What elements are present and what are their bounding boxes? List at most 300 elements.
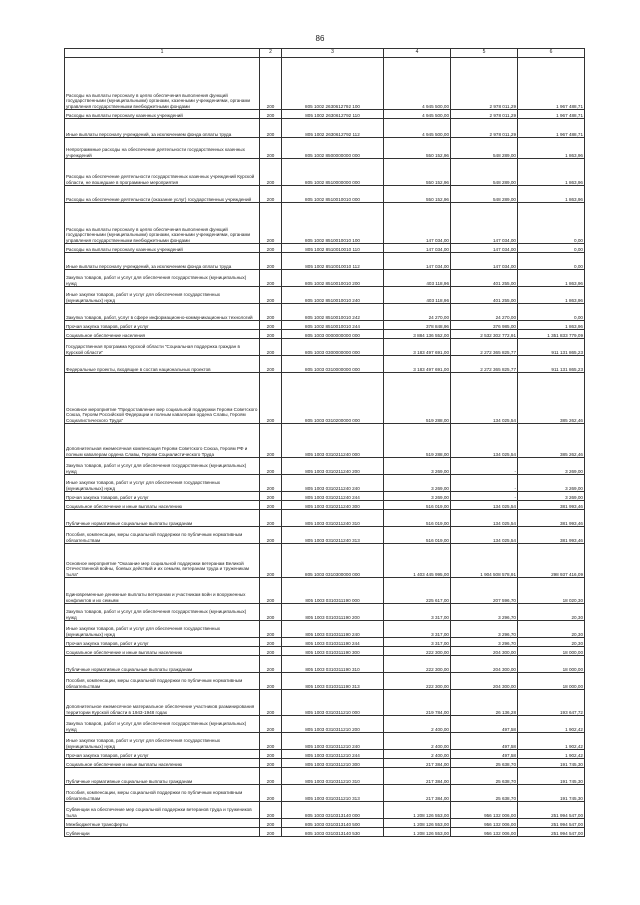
row-executed-amount-cell: 401 255,00 [451,287,518,304]
row-code-line-cell: 200 [260,544,282,578]
row-executed-amount-cell: 548 289,00 [451,186,518,203]
row-approved-amount-cell: 516 019,00 [384,501,451,510]
row-executed-amount-cell: 401 255,00 [451,270,518,287]
row-name-cell: Публичные нормативные социальные выплаты гражданам [65,656,260,673]
table-row [65,768,585,785]
row-approved-amount-cell: 24 270,00 [384,304,451,321]
row-remaining-amount-cell: 0,00 [518,203,585,244]
table-row [65,819,585,828]
row-remaining-amount-cell: 381 993,46 [518,501,585,510]
row-remaining-amount-cell: 911 131 865,23 [518,339,585,356]
table-row [65,802,585,819]
row-name-cell: Прочая закупка товаров, работ и услуг [65,750,260,759]
row-name-cell: Социальное обеспечение и иные выплаты населению [65,759,260,768]
row-remaining-amount-cell: 381 993,46 [518,527,585,544]
row-name-cell: Прочая закупка товаров, работ и услуг [65,321,260,330]
row-executed-amount-cell: 2 978 011,29 [451,58,518,110]
row-approved-amount-cell: 1 208 126 553,00 [384,802,451,819]
table-row [65,492,585,501]
row-approved-amount-cell: 550 152,96 [384,138,451,159]
row-code-line-cell: 200 [260,492,282,501]
row-budget-code-cell: 805 1002 8510010010 240 [282,287,384,304]
row-approved-amount-cell: 4 945 500,00 [384,119,451,138]
row-approved-amount-cell: 403 118,96 [384,270,451,287]
row-name-cell: Иные закупки товаров, работ и услуг для обеспечения государственных (муниципальных) нужд [65,733,260,750]
row-code-line-cell: 200 [260,424,282,458]
row-approved-amount-cell: 519 288,00 [384,424,451,458]
row-code-line-cell: 200 [260,828,282,837]
row-name-cell: Закупка товаров, работ и услуг для обеспечения государственных (муниципальных) нужд [65,716,260,733]
table-row [65,270,585,287]
row-remaining-amount-cell: 381 993,46 [518,510,585,527]
row-remaining-amount-cell: 20,30 [518,638,585,647]
row-budget-code-cell: 805 1003 0310211240 240 [282,475,384,492]
row-budget-code-cell: 805 1002 2630612792 110 [282,110,384,119]
row-approved-amount-cell: 3 183 497 691,00 [384,339,451,356]
row-budget-code-cell: 805 1002 8510010010 242 [282,304,384,321]
row-remaining-amount-cell: 385 262,46 [518,424,585,458]
row-budget-code-cell: 805 1003 0310000000 000 [282,356,384,373]
row-budget-code-cell: 805 1003 0310311210 300 [282,759,384,768]
row-name-cell: Пособия, компенсации, меры социальной поддержки по публичным нормативным обязательствам [65,785,260,802]
row-name-cell: Иные закупки товаров, работ и услуг для обеспечения государственных (муниципальных) нужд [65,621,260,638]
row-name-cell: Социальное обеспечение населения [65,330,260,339]
row-budget-code-cell: 805 1003 0310311190 200 [282,604,384,621]
row-executed-amount-cell: 3 296,70 [451,638,518,647]
row-name-cell: Прочая закупка товаров, работ и услуг [65,492,260,501]
row-budget-code-cell: 805 1003 0310311190 244 [282,638,384,647]
row-remaining-amount-cell: 1 967 488,71 [518,58,585,110]
row-remaining-amount-cell: 191 745,30 [518,785,585,802]
row-remaining-amount-cell: 3 269,00 [518,458,585,475]
row-approved-amount-cell: 2 400,00 [384,750,451,759]
table-row [65,673,585,690]
row-executed-amount-cell: 2 978 011,29 [451,110,518,119]
row-code-line-cell: 200 [260,138,282,159]
row-remaining-amount-cell: 18 000,00 [518,673,585,690]
row-remaining-amount-cell: 191 745,30 [518,768,585,785]
row-remaining-amount-cell: 911 131 865,23 [518,356,585,373]
row-budget-code-cell: 805 1003 0310211240 200 [282,458,384,475]
row-code-line-cell: 200 [260,159,282,186]
table-row [65,475,585,492]
row-approved-amount-cell: 3 317,00 [384,621,451,638]
row-approved-amount-cell: 403 118,96 [384,287,451,304]
row-budget-code-cell: 805 1003 0310211240 310 [282,510,384,527]
row-code-line-cell: 200 [260,119,282,138]
table-row [65,58,585,110]
row-remaining-amount-cell: 1 863,96 [518,287,585,304]
row-name-cell: Дополнительная ежемесячная компенсация Героям Советского Союза, Героям РФ и полным кавалерам ордена Славы, Героям Социалистического Труда [65,424,260,458]
row-name-cell: Межбюджетные трансферты [65,819,260,828]
row-code-line-cell: 200 [260,253,282,270]
row-code-line-cell: 200 [260,647,282,656]
row-code-line-cell: 200 [260,356,282,373]
row-remaining-amount-cell: 18 000,00 [518,656,585,673]
row-code-line-cell: 200 [260,186,282,203]
row-budget-code-cell: 805 1003 0310311210 200 [282,716,384,733]
table-row [65,287,585,304]
row-name-cell: Субвенции на обеспечение мер социальной поддержки ветеранов труда и тружеников тыла [65,802,260,819]
row-name-cell: Расходы на обеспечение деятельности государственных казенных учреждений Курской области, не вошедшие в программные мероприятия [65,159,260,186]
row-executed-amount-cell: 134 025,54 [451,501,518,510]
row-approved-amount-cell: 516 019,00 [384,510,451,527]
row-code-line-cell: 200 [260,750,282,759]
row-executed-amount-cell: 147 034,00 [451,244,518,253]
row-budget-code-cell: 805 1003 0310200000 000 [282,373,384,424]
row-budget-code-cell: 805 1003 0310211240 313 [282,527,384,544]
row-executed-amount-cell: 2 978 011,29 [451,119,518,138]
row-remaining-amount-cell: 385 262,46 [518,373,585,424]
table-row [65,244,585,253]
column-header: 6 [518,49,585,58]
row-budget-code-cell: 805 1003 0000000000 000 [282,330,384,339]
row-budget-code-cell: 805 1003 0310313140 000 [282,802,384,819]
row-budget-code-cell: 805 1002 8510000000 000 [282,159,384,186]
row-budget-code-cell: 805 1003 0310211240 000 [282,424,384,458]
row-approved-amount-cell: 516 019,00 [384,527,451,544]
row-remaining-amount-cell: 251 994 547,00 [518,819,585,828]
table-row [65,330,585,339]
row-approved-amount-cell: 222 300,00 [384,647,451,656]
row-executed-amount-cell: 2 272 365 825,77 [451,356,518,373]
row-budget-code-cell: 805 1002 8500000000 000 [282,138,384,159]
table-row [65,304,585,321]
row-remaining-amount-cell: 18 020,30 [518,578,585,604]
row-executed-amount-cell: 134 025,54 [451,510,518,527]
column-header: 2 [260,49,282,58]
row-approved-amount-cell: 3 269,00 [384,475,451,492]
row-budget-code-cell: 805 1002 8510010010 000 [282,186,384,203]
row-executed-amount-cell: - [451,492,518,501]
row-name-cell: Расходы на выплаты персоналу казенных учреждений [65,110,260,119]
row-executed-amount-cell: - [451,475,518,492]
row-approved-amount-cell: 550 152,96 [384,159,451,186]
row-remaining-amount-cell: 193 647,72 [518,690,585,716]
row-code-line-cell: 200 [260,621,282,638]
row-code-line-cell: 200 [260,656,282,673]
row-remaining-amount-cell: 3 269,00 [518,492,585,501]
table-row [65,759,585,768]
row-budget-code-cell: 805 1003 0310311210 244 [282,750,384,759]
row-code-line-cell: 200 [260,373,282,424]
row-budget-code-cell: 805 1003 0310313140 530 [282,828,384,837]
row-remaining-amount-cell: 1 863,96 [518,159,585,186]
row-code-line-cell: 200 [260,321,282,330]
row-executed-amount-cell: 204 300,00 [451,656,518,673]
row-executed-amount-cell: 204 300,00 [451,647,518,656]
row-name-cell: Государственная программа Курской области "Социальная поддержка граждан в Курской области" [65,339,260,356]
row-approved-amount-cell: 225 617,00 [384,578,451,604]
row-name-cell: Социальное обеспечение и иные выплаты населению [65,501,260,510]
column-header: 3 [282,49,384,58]
row-remaining-amount-cell: 0,00 [518,304,585,321]
row-code-line-cell: 200 [260,304,282,321]
table-row [65,186,585,203]
row-name-cell: Иные выплаты персоналу учреждений, за исключением фонда оплаты труда [65,119,260,138]
header-row [65,49,585,58]
table-row [65,424,585,458]
row-code-line-cell: 200 [260,475,282,492]
table-row [65,110,585,119]
row-remaining-amount-cell: 1 863,96 [518,321,585,330]
row-remaining-amount-cell: 298 937 416,09 [518,544,585,578]
page-number: 86 [315,34,325,43]
row-approved-amount-cell: 3 183 497 691,00 [384,356,451,373]
table-row [65,647,585,656]
row-approved-amount-cell: 1 403 445 995,00 [384,544,451,578]
row-code-line-cell: 200 [260,578,282,604]
row-remaining-amount-cell: 1 863,96 [518,270,585,287]
row-executed-amount-cell: 956 132 006,00 [451,802,518,819]
row-remaining-amount-cell: 20,30 [518,621,585,638]
table-row [65,544,585,578]
row-budget-code-cell: 805 1003 0310311210 240 [282,733,384,750]
row-name-cell: Расходы на обеспечение деятельности (оказание услуг) государственных учреждений [65,186,260,203]
row-approved-amount-cell: 217 384,00 [384,759,451,768]
table-row [65,253,585,270]
row-remaining-amount-cell: 3 269,00 [518,475,585,492]
column-header: 5 [451,49,518,58]
row-approved-amount-cell: 378 848,96 [384,321,451,330]
table-row [65,750,585,759]
row-executed-amount-cell: 548 289,00 [451,159,518,186]
row-approved-amount-cell: 222 300,00 [384,673,451,690]
row-code-line-cell: 200 [260,638,282,647]
row-budget-code-cell: 805 1002 8510010010 200 [282,270,384,287]
row-executed-amount-cell: 956 132 006,00 [451,819,518,828]
row-code-line-cell: 200 [260,510,282,527]
row-remaining-amount-cell: 251 994 547,00 [518,828,585,837]
row-executed-amount-cell: 2 532 302 772,91 [451,330,518,339]
row-budget-code-cell: 805 1003 0310311190 310 [282,656,384,673]
row-name-cell: Расходы на выплаты персоналу в целях обеспечения выполнения функций государственными (муниципальными) органами, казенными учреждениями, органами управления государственными внебюджетными фондами [65,203,260,244]
row-executed-amount-cell: 376 985,00 [451,321,518,330]
row-executed-amount-cell: 25 638,70 [451,759,518,768]
row-name-cell: Иные выплаты персоналу учреждений, за исключением фонда оплаты труда [65,253,260,270]
row-executed-amount-cell: 25 638,70 [451,768,518,785]
row-executed-amount-cell: 134 025,54 [451,373,518,424]
row-code-line-cell: 200 [260,458,282,475]
row-executed-amount-cell: 548 289,00 [451,138,518,159]
row-code-line-cell: 200 [260,716,282,733]
row-code-line-cell: 200 [260,203,282,244]
row-remaining-amount-cell: 1 863,96 [518,186,585,203]
row-remaining-amount-cell: 1 902,42 [518,733,585,750]
row-remaining-amount-cell: 1 351 833 779,09 [518,330,585,339]
row-remaining-amount-cell: 0,00 [518,253,585,270]
row-code-line-cell: 200 [260,819,282,828]
table-row [65,138,585,159]
row-approved-amount-cell: 3 317,00 [384,604,451,621]
row-budget-code-cell: 805 1002 8510010010 112 [282,253,384,270]
row-remaining-amount-cell: 1 902,42 [518,750,585,759]
row-code-line-cell: 200 [260,604,282,621]
table-row [65,501,585,510]
row-code-line-cell: 200 [260,690,282,716]
row-executed-amount-cell: 134 025,54 [451,424,518,458]
row-executed-amount-cell: 147 034,00 [451,253,518,270]
row-executed-amount-cell: 497,58 [451,733,518,750]
row-code-line-cell: 200 [260,785,282,802]
row-name-cell: Непрограммные расходы на обеспечение деятельности государственных казенных учреждений [65,138,260,159]
row-code-line-cell: 200 [260,339,282,356]
row-approved-amount-cell: 1 208 126 553,00 [384,828,451,837]
table-row [65,690,585,716]
row-name-cell: Закупка товаров, работ и услуг для обеспечения государственных (муниципальных) нужд [65,458,260,475]
row-code-line-cell: 200 [260,759,282,768]
column-header: 1 [65,49,260,58]
row-approved-amount-cell: 3 269,00 [384,492,451,501]
row-approved-amount-cell: 3 317,00 [384,638,451,647]
row-approved-amount-cell: 3 269,00 [384,458,451,475]
row-approved-amount-cell: 219 784,00 [384,690,451,716]
row-executed-amount-cell: 134 025,54 [451,527,518,544]
row-name-cell: Пособия, компенсации, меры социальной поддержки по публичным нормативным обязательствам [65,673,260,690]
row-remaining-amount-cell: 1 967 488,71 [518,110,585,119]
row-remaining-amount-cell: 1 902,42 [518,716,585,733]
row-approved-amount-cell: 217 384,00 [384,768,451,785]
row-remaining-amount-cell: 0,00 [518,244,585,253]
row-remaining-amount-cell: 20,30 [518,604,585,621]
row-approved-amount-cell: 147 034,00 [384,253,451,270]
table-row [65,356,585,373]
row-executed-amount-cell: 24 270,00 [451,304,518,321]
row-budget-code-cell: 805 1002 2630612792 112 [282,119,384,138]
table-row [65,638,585,647]
row-code-line-cell: 200 [260,110,282,119]
budget-table [64,48,585,837]
row-budget-code-cell: 805 1003 0300000000 000 [282,339,384,356]
row-code-line-cell: 200 [260,330,282,339]
row-approved-amount-cell: 147 034,00 [384,203,451,244]
row-budget-code-cell: 805 1003 0310311190 300 [282,647,384,656]
row-code-line-cell: 200 [260,244,282,253]
row-executed-amount-cell: 204 300,00 [451,673,518,690]
row-name-cell: Единовременные денежные выплаты ветеранам и участникам войн и вооруженных конфликтов и их семьям [65,578,260,604]
row-name-cell: Закупка товаров, работ и услуг для обеспечения государственных (муниципальных) нужд [65,270,260,287]
row-executed-amount-cell: 26 136,28 [451,690,518,716]
row-remaining-amount-cell: 1 863,96 [518,138,585,159]
row-approved-amount-cell: 550 152,96 [384,186,451,203]
table-row [65,527,585,544]
row-code-line-cell: 200 [260,768,282,785]
table-row [65,604,585,621]
table-row [65,656,585,673]
table-row [65,733,585,750]
row-name-cell: Расходы на выплаты персоналу в целях обеспечения выполнения функций государственными (муниципальными) органами, казенными учреждениями, органами управления государственными внебюджетными фондами [65,58,260,110]
row-executed-amount-cell: 3 296,70 [451,604,518,621]
row-executed-amount-cell: 956 132 006,00 [451,828,518,837]
row-remaining-amount-cell: 18 000,00 [518,647,585,656]
row-name-cell: Субвенции [65,828,260,837]
row-executed-amount-cell: 2 272 365 825,77 [451,339,518,356]
row-budget-code-cell: 805 1002 8510010010 244 [282,321,384,330]
row-approved-amount-cell: 4 945 500,00 [384,58,451,110]
row-budget-code-cell: 805 1003 0310311190 313 [282,673,384,690]
row-approved-amount-cell: 2 400,00 [384,733,451,750]
row-code-line-cell: 200 [260,673,282,690]
row-name-cell: Закупка товаров, работ и услуг для обеспечения государственных (муниципальных) нужд [65,604,260,621]
column-header: 4 [384,49,451,58]
row-budget-code-cell: 805 1003 0310311210 313 [282,785,384,802]
table-row [65,321,585,330]
row-name-cell: Публичные нормативные социальные выплаты гражданам [65,510,260,527]
row-budget-code-cell: 805 1003 0310300000 000 [282,544,384,578]
table-row [65,159,585,186]
row-name-cell: Федеральные проекты, входящие в состав национальных проектов [65,356,260,373]
row-executed-amount-cell: - [451,458,518,475]
row-executed-amount-cell: 3 296,70 [451,621,518,638]
row-approved-amount-cell: 2 400,00 [384,716,451,733]
row-name-cell: Основное мероприятие "Оказание мер социальной поддержки ветеранам Великой Отечественной войны, боевых действий и их семьям, ветеранам труда и труженикам тыла" [65,544,260,578]
row-executed-amount-cell: 147 034,00 [451,203,518,244]
row-code-line-cell: 200 [260,58,282,110]
row-executed-amount-cell: 207 596,70 [451,578,518,604]
table-row [65,458,585,475]
row-remaining-amount-cell: 251 994 547,00 [518,802,585,819]
row-approved-amount-cell: 4 945 500,00 [384,110,451,119]
row-budget-code-cell: 805 1002 2630612792 100 [282,58,384,110]
row-approved-amount-cell: 519 288,00 [384,373,451,424]
row-budget-code-cell: 805 1003 0310311190 000 [282,578,384,604]
row-code-line-cell: 200 [260,501,282,510]
row-budget-code-cell: 805 1003 0310211240 244 [282,492,384,501]
row-budget-code-cell: 805 1003 0310313140 500 [282,819,384,828]
row-name-cell: Прочая закупка товаров, работ и услуг [65,638,260,647]
row-name-cell: Иные закупки товаров, работ и услуг для обеспечения государственных (муниципальных) нужд [65,287,260,304]
row-name-cell: Основное мероприятие "Предоставление мер социальной поддержки Героям Советского Союза, Героям Российской Федерации и полным кавалерам ордена Славы, Героям Социалистического Труда" [65,373,260,424]
row-executed-amount-cell: 497,58 [451,716,518,733]
row-budget-code-cell: 805 1003 0310211240 300 [282,501,384,510]
row-name-cell: Дополнительное ежемесячное материальное обеспечение участников разминирования территории Курской области в 1943-1948 годах [65,690,260,716]
row-budget-code-cell: 805 1003 0310311210 000 [282,690,384,716]
table-row [65,716,585,733]
row-remaining-amount-cell: 191 745,30 [518,759,585,768]
table-row [65,510,585,527]
row-approved-amount-cell: 3 884 136 552,00 [384,330,451,339]
row-budget-code-cell: 805 1002 8510010010 100 [282,203,384,244]
table-row [65,785,585,802]
row-code-line-cell: 200 [260,270,282,287]
row-code-line-cell: 200 [260,802,282,819]
row-code-line-cell: 200 [260,527,282,544]
row-name-cell: Публичные нормативные социальные выплаты гражданам [65,768,260,785]
row-approved-amount-cell: 1 208 126 553,00 [384,819,451,828]
row-budget-code-cell: 805 1003 0310311190 240 [282,621,384,638]
row-name-cell: Расходы на выплаты персоналу казенных учреждений [65,244,260,253]
table-row [65,621,585,638]
table-row [65,828,585,837]
row-executed-amount-cell: 25 638,70 [451,785,518,802]
table-row [65,203,585,244]
row-executed-amount-cell: 497,58 [451,750,518,759]
row-budget-code-cell: 805 1003 0310311210 310 [282,768,384,785]
row-name-cell: Иные закупки товаров, работ и услуг для обеспечения государственных (муниципальных) нужд [65,475,260,492]
row-approved-amount-cell: 147 034,00 [384,244,451,253]
row-code-line-cell: 200 [260,287,282,304]
table-row [65,373,585,424]
table-row [65,578,585,604]
row-approved-amount-cell: 217 384,00 [384,785,451,802]
row-name-cell: Закупка товаров, работ, услуг в сфере информационно-коммуникационных технологий [65,304,260,321]
row-name-cell: Социальное обеспечение и иные выплаты населению [65,647,260,656]
row-remaining-amount-cell: 1 967 488,71 [518,119,585,138]
row-approved-amount-cell: 222 300,00 [384,656,451,673]
table-row [65,119,585,138]
row-budget-code-cell: 805 1002 8510010010 110 [282,244,384,253]
row-name-cell: Пособия, компенсации, меры социальной поддержки по публичным нормативным обязательствам [65,527,260,544]
